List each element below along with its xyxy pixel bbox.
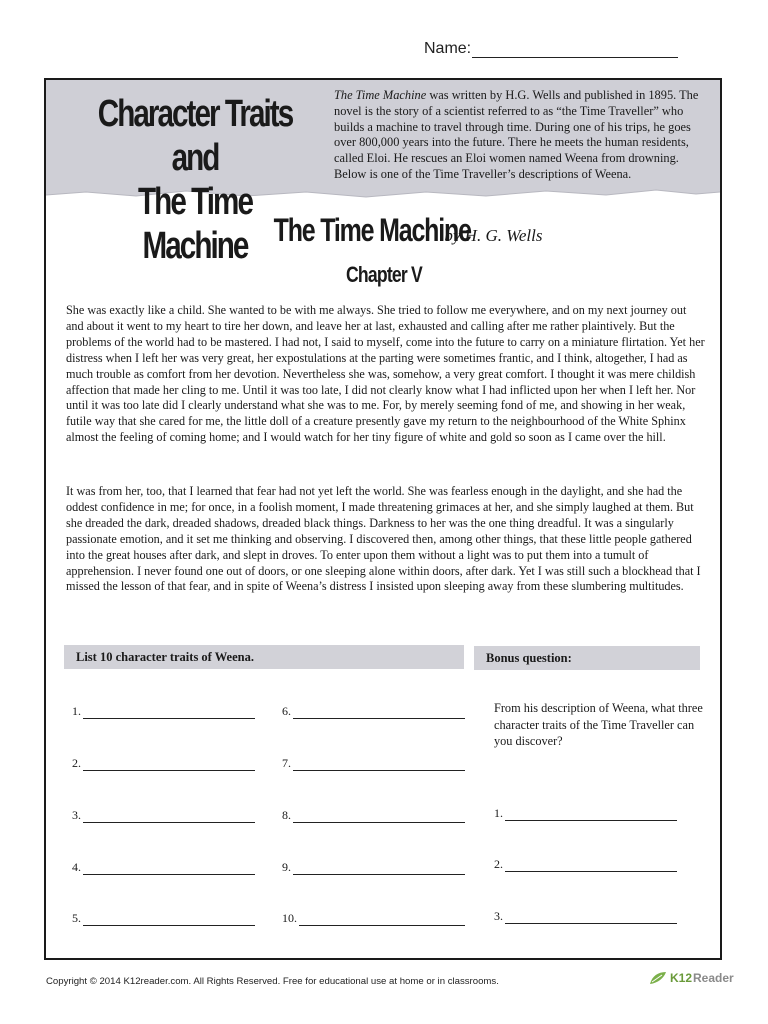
traits-heading-box: [64, 645, 464, 669]
bonus-number: 3.: [494, 909, 503, 923]
bonus-answer-line[interactable]: [505, 819, 677, 821]
trait-answer-4[interactable]: [72, 860, 255, 875]
story-title: [200, 212, 560, 249]
trait-answer-line[interactable]: [83, 924, 255, 926]
name-line[interactable]: [472, 57, 678, 58]
trait-answer-2[interactable]: [72, 756, 255, 771]
trait-number: 5.: [72, 911, 81, 925]
traits-heading: List 10 character traits of Weena.: [76, 650, 254, 664]
trait-number: 2.: [72, 756, 81, 770]
bonus-heading-box: [474, 646, 700, 670]
trait-number: 4.: [72, 860, 81, 874]
logo-k12: K12: [670, 971, 693, 985]
trait-answer-line[interactable]: [299, 924, 465, 926]
bonus-heading: Bonus question:: [486, 651, 572, 665]
story-paragraph-2: It was from her, too, that I learned that fear had not yet left the world. She was fearless enough in the daylight, and she had the oddest confidence in me; for once, in a foolish moment, I made threatening grimaces at her, and she simply laughed at them. But she dreaded the dark, dreaded shadows, dreaded black things. Darkness to her was the one thing dreadful. It was a singularly passionate emotion, and it set me thinking and observing. I discovered then, among other things, that these little people gathered into the great houses after dark, and slept in droves. To enter upon them without a light was to put them into a tumult of apprehension. I never found one out of doors, or one sleeping alone within doors, after dark. Yet I was still such a blockhead that I missed the lesson of that fear, and in spite of Weena’s distress I insisted upon sleeping away from these slumbering multitudes.: [66, 484, 701, 594]
trait-number: 10.: [282, 911, 297, 925]
bonus-answer-line[interactable]: [505, 922, 677, 924]
trait-answer-9[interactable]: [282, 860, 465, 875]
trait-answer-7[interactable]: [282, 756, 465, 771]
trait-number: 3.: [72, 808, 81, 822]
bonus-question: From his description of Weena, what three character traits of the Time Traveller can you discover?: [494, 701, 703, 748]
trait-answer-10[interactable]: [282, 911, 465, 926]
bonus-answer-3[interactable]: [494, 909, 677, 924]
trait-answer-1[interactable]: [72, 704, 255, 719]
trait-answer-line[interactable]: [293, 769, 465, 771]
bonus-answer-line[interactable]: [505, 870, 677, 872]
bonus-answer-2[interactable]: [494, 857, 677, 872]
trait-answer-line[interactable]: [83, 821, 255, 823]
worksheet-title-line1: Character Traits and: [97, 93, 293, 179]
bonus-answer-1[interactable]: [494, 806, 677, 821]
trait-answer-line[interactable]: [293, 717, 465, 719]
intro-book-title: The Time Machine: [334, 88, 427, 102]
bonus-number: 2.: [494, 857, 503, 871]
worksheet-title-line2: The Time Machine: [138, 181, 252, 267]
trait-answer-line[interactable]: [83, 769, 255, 771]
story-paragraph-1: She was exactly like a child. She wanted to be with me always. She tried to follow me everywhere, and on my next journey out and about it went to my heart to tire her down, and leave her at last, exhausted and calling after me rather plaintively. But the problems of the world had to be mastered. I had not, I said to myself, come into the future to carry on a miniature flirtation. Yet her distress when I left her was very great, her expostulations at the parting were sometimes frantic, and I think, altogether, I had as much trouble as comfort from her devotion. Nevertheless she was, somehow, a very great comfort. I thought it was mere childish affection that made her cling to me. Until it was too late, I did not clearly know what I had inflicted upon her when I left her. Nor until it was too late did I clearly understand what she was to me. For, by merely seeming fond of me, and showing in her weak, futile way that she cared for me, the little doll of a creature presently gave my return to the neighbourhood of the White Sphinx almost the feeling of coming home; and I would watch for her tiny figure of white and gold so soon as I came over the hill.: [66, 303, 705, 445]
trait-answer-line[interactable]: [293, 821, 465, 823]
story-title-main: The Time Machine: [273, 212, 471, 248]
intro-body: was written by H.G. Wells and published in 1895. The novel is the story of a scientist referred to as “the Time Traveller” who builds a machine to travel through time. During one of his trips, he goes over 800,000 years into the future. There he meets the human residents, called Eloi. He rescues an Eloi women named Weena from drowning. Below is one of the Time Traveller’s descriptions of Weena.: [334, 88, 699, 181]
trait-answer-5[interactable]: [72, 911, 255, 926]
story-byline: by H. G. Wells: [444, 226, 543, 245]
bonus-number: 1.: [494, 806, 503, 820]
trait-answer-line[interactable]: [83, 873, 255, 875]
k12reader-logo: [648, 970, 734, 986]
trait-answer-8[interactable]: [282, 808, 465, 823]
trait-answer-line[interactable]: [83, 717, 255, 719]
leaf-icon: [648, 970, 668, 986]
trait-number: 9.: [282, 860, 291, 874]
trait-answer-3[interactable]: [72, 808, 255, 823]
trait-number: 6.: [282, 704, 291, 718]
intro-text: [334, 88, 714, 183]
chapter-heading: Chapter V: [346, 262, 422, 287]
trait-number: 7.: [282, 756, 291, 770]
trait-number: 8.: [282, 808, 291, 822]
copyright-footer: Copyright © 2014 K12reader.com. All Rights Reserved. Free for educational use at home or in classrooms.: [46, 976, 499, 987]
trait-answer-6[interactable]: [282, 704, 465, 719]
name-label: Name:: [424, 40, 472, 57]
trait-answer-line[interactable]: [293, 873, 465, 875]
logo-reader: Reader: [693, 971, 734, 985]
trait-number: 1.: [72, 704, 81, 718]
